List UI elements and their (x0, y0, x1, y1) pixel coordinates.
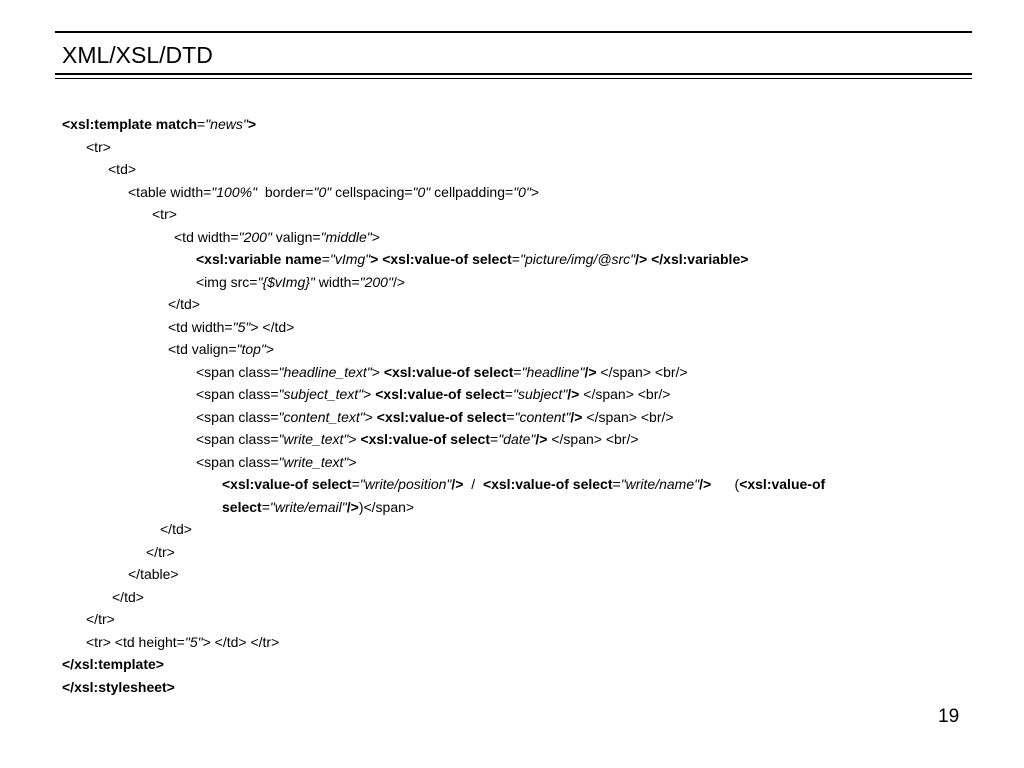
code-segment: = (511, 251, 520, 267)
code-line (108, 158, 136, 181)
code-segment: = (506, 408, 515, 425)
code-segment: "content_text" (278, 408, 365, 425)
code-segment: "5" (184, 633, 203, 650)
code-segment: "subject" (512, 386, 568, 402)
code-segment: valign= (271, 228, 321, 245)
code-segment: </span> <br/> (579, 386, 671, 402)
code-line (168, 316, 294, 339)
code-segment: > <xsl:value-of select (370, 251, 512, 267)
code-segment: "subject_text" (278, 386, 364, 402)
code-segment: "vImg" (329, 251, 371, 267)
code-line (196, 271, 405, 294)
code-segment: <xsl:value-of select (376, 408, 507, 425)
code-line (196, 428, 639, 451)
code-segment: <xsl:template match (62, 116, 197, 132)
code-segment: > (348, 453, 357, 470)
code-segment: <xsl:value-of select (482, 476, 613, 492)
code-segment: "headline_text" (278, 363, 372, 380)
code-segment: = (197, 116, 206, 132)
code-segment: = (261, 498, 270, 515)
code-line (196, 451, 357, 474)
code-segment: select (222, 498, 262, 515)
code-line (86, 608, 115, 631)
page-number: 19 (938, 706, 960, 727)
code-line (196, 361, 688, 384)
code-segment: "write_text" (278, 431, 349, 447)
code-segment: "200" (359, 273, 393, 290)
code-segment: /> (392, 273, 406, 290)
code-segment: <td valign= (168, 341, 237, 357)
code-segment: > (247, 116, 256, 132)
code-segment: / (463, 476, 483, 492)
code-segment: </td> (112, 588, 144, 605)
code-segment: "5" (232, 318, 251, 335)
code-segment: <xsl:value-of select (375, 386, 505, 402)
code-segment: "content" (514, 408, 571, 425)
code-segment: = (612, 476, 621, 492)
code-segment: </td> (160, 521, 192, 537)
code-segment: "{$vImg}" (257, 273, 315, 290)
code-segment: "0" (313, 183, 332, 200)
title-bottom-rule-thick (55, 73, 972, 75)
code-segment: <span class= (196, 453, 279, 470)
code-segment: "write/name" (620, 476, 700, 492)
code-line (128, 181, 539, 204)
code-segment: </td> (168, 296, 200, 312)
code-segment: </span> <br/> (547, 431, 639, 447)
code-segment: > (265, 341, 275, 357)
code-line (160, 518, 192, 541)
code-line (196, 383, 670, 406)
code-segment: "news" (205, 116, 248, 132)
code-segment: </tr> (146, 543, 175, 560)
code-segment: <span class= (196, 363, 279, 380)
code-segment: </table> (128, 566, 179, 582)
code-segment: > (363, 386, 376, 402)
code-segment: </span> <br/> (596, 363, 688, 380)
code-line (222, 473, 825, 496)
code-segment: "0" (412, 183, 431, 200)
code-segment: /> </xsl:variable> (635, 251, 749, 267)
code-line (222, 496, 414, 519)
code-segment: /> (699, 476, 712, 492)
code-segment: <xsl:variable name (196, 251, 322, 267)
code-segment: /> (570, 408, 583, 425)
code-segment: = (321, 251, 330, 267)
code-segment: <span class= (196, 386, 279, 402)
code-segment: = (351, 476, 360, 492)
code-segment: > </td> </tr> (202, 633, 280, 650)
code-line (112, 586, 144, 609)
code-segment: <tr> (86, 138, 111, 155)
code-segment: </span> <br/> (582, 408, 674, 425)
code-segment: /> (451, 476, 464, 492)
code-line (168, 338, 274, 361)
code-segment: ( (711, 476, 740, 492)
code-segment: = (504, 386, 513, 402)
code-line (62, 676, 175, 699)
code-line (196, 406, 674, 429)
code-line (174, 226, 380, 249)
code-segment: > </td> (250, 318, 295, 335)
code-segment: <xsl:value-of (739, 476, 826, 492)
title-bottom-rule-thin (55, 78, 972, 79)
code-segment: > (530, 183, 540, 200)
code-segment: </xsl:template> (62, 656, 164, 672)
code-segment: /> (567, 386, 580, 402)
code-segment: <xsl:value-of select (383, 363, 514, 380)
code-segment: )</span> (358, 498, 415, 515)
code-segment: border= (257, 183, 314, 200)
code-segment: "middle" (320, 228, 372, 245)
code-line (62, 653, 164, 676)
code-segment: = (513, 363, 522, 380)
code-segment: </xsl:stylesheet> (62, 678, 175, 695)
code-line (86, 136, 111, 159)
title-top-rule (55, 31, 972, 33)
code-segment: "write_text" (278, 453, 349, 470)
code-line (152, 203, 177, 226)
code-segment: > (371, 363, 384, 380)
code-segment: "write/email" (269, 498, 347, 515)
code-segment: "0" (513, 183, 531, 200)
code-segment: <xsl:value-of select (222, 476, 352, 492)
code-segment: "headline" (521, 363, 585, 380)
code-segment: <td width= (174, 228, 239, 245)
code-line (86, 631, 279, 654)
code-segment: "date" (498, 431, 536, 447)
code-segment: "100%" (211, 183, 258, 200)
code-segment: cellspacing= (331, 183, 413, 200)
code-line (196, 248, 748, 271)
code-segment: <span class= (196, 408, 279, 425)
code-segment: > (371, 228, 380, 245)
code-line (146, 541, 175, 564)
code-segment: <table width= (128, 183, 212, 200)
code-line (62, 113, 256, 136)
code-segment: "write/position" (359, 476, 452, 492)
code-line (128, 563, 179, 586)
code-segment: <td> (108, 161, 137, 177)
code-segment: </tr> (86, 611, 115, 627)
code-segment: <xsl:value-of select (360, 431, 490, 447)
code-segment: "200" (238, 228, 272, 245)
code-segment: width= (314, 273, 360, 290)
code-segment: <img src= (196, 273, 258, 290)
code-segment: <tr> <td height= (86, 633, 185, 650)
code-segment: <td width= (168, 318, 233, 335)
code-segment: = (490, 431, 499, 447)
code-line (168, 293, 200, 316)
code-segment: /> (535, 431, 548, 447)
code-segment: cellpadding= (430, 183, 514, 200)
code-segment: "top" (236, 341, 266, 357)
code-segment: /> (584, 363, 597, 380)
code-segment: > (348, 431, 361, 447)
code-segment: <span class= (196, 431, 279, 447)
code-segment: "picture/img/@src" (519, 251, 636, 267)
code-segment: /> (346, 498, 359, 515)
code-segment: > (364, 408, 377, 425)
code-segment: <tr> (152, 206, 177, 222)
slide-title: XML/XSL/DTD (62, 42, 213, 68)
